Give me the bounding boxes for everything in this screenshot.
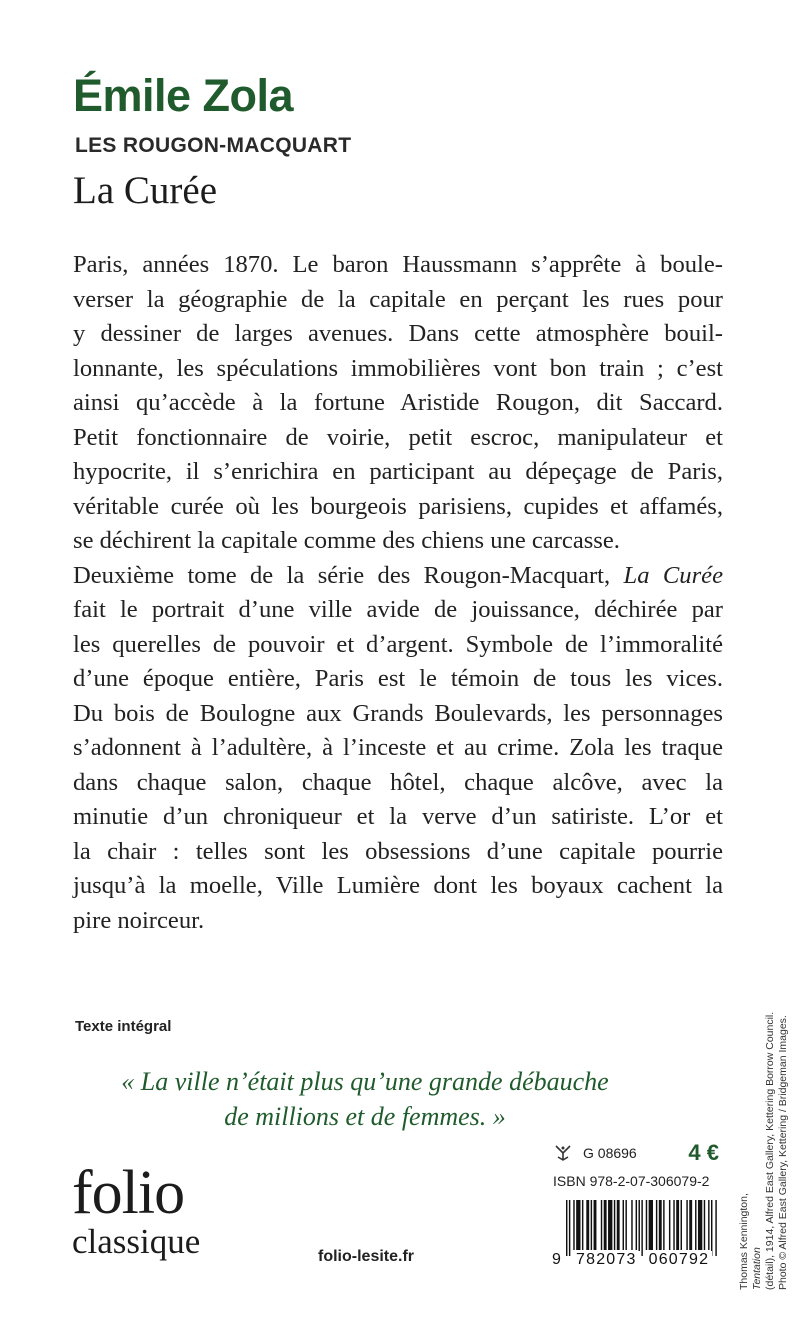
blurb-italic-title: La Curée: [623, 561, 724, 589]
image-credit: [738, 1012, 790, 1290]
blurb-line: véritable curée où les bourgeois parisiens, cupides et affamés,: [73, 492, 723, 520]
barcode-bar: [698, 1200, 702, 1250]
credit-text: Thomas Kennington,: [738, 1193, 750, 1290]
integral-label: Texte intégral: [75, 1018, 172, 1035]
barcode-bar: [711, 1200, 712, 1256]
blurb: [73, 248, 723, 938]
blurb-line: ainsi qu’accède à la fortune Aristide Rougon, dit Saccard.: [73, 389, 723, 416]
barcode-bar: [695, 1200, 696, 1250]
credit-line-2: Photo © Alfred East Gallery, Kettering / Bridgeman Images.: [777, 1015, 789, 1290]
barcode-bar: [614, 1200, 615, 1250]
credit-text: (détail), 1914, Alfred East Gallery, Kettering Borrow Council.: [764, 1011, 776, 1290]
author-name: Émile Zola: [73, 70, 294, 121]
blurb-line: fait le portrait d’une ville avide de jouissance, déchirée par: [73, 596, 723, 623]
blurb-line: les querelles de pouvoir et d’argent. Symbole de l’immoralité: [73, 630, 723, 658]
barcode-bar: [659, 1200, 662, 1250]
barcode-bar: [636, 1200, 637, 1250]
blurb-line: hypocrite, il s’enrichira en participant au dépeçage de Paris,: [73, 458, 723, 485]
barcode-bar: [617, 1200, 620, 1250]
blurb-line: Paris, années 1870. Le baron Haussmann s’apprête à boule-: [73, 251, 723, 278]
barcode-bar: [582, 1200, 583, 1250]
series-name: LES ROUGON-MACQUART: [75, 134, 352, 157]
blurb-line: jusqu’à la moelle, Ville Lumière dont les boyaux cachent la: [73, 872, 723, 899]
book-title: La Curée: [73, 169, 218, 212]
barcode-bar: [604, 1200, 607, 1250]
barcode-bar: [623, 1200, 624, 1250]
quote-line: de millions et de femmes. »: [224, 1102, 506, 1131]
isbn: ISBN 978-2-07-306079-2: [553, 1173, 710, 1189]
barcode-bar: [673, 1200, 674, 1250]
credit-artwork-title: Tentation: [751, 1247, 763, 1290]
barcode-bar: [715, 1200, 716, 1256]
blurb-line: Petit fonctionnaire de voirie, petit escroc, manipulateur et: [73, 423, 723, 451]
barcode-bar: [641, 1200, 642, 1256]
barcode-bar: [656, 1200, 657, 1250]
barcode-bar: [669, 1200, 670, 1250]
barcode-bar: [566, 1200, 567, 1256]
barcode-first-digit: 9: [552, 1251, 561, 1268]
blurb-line: la chair : telles sont les obsessions d’une capitale pourrie: [73, 837, 723, 865]
barcode-bar: [681, 1200, 682, 1250]
catalog-code: G 08696: [583, 1145, 637, 1161]
barcode-bar: [676, 1200, 679, 1250]
blurb-line: Du bois de Boulogne aux Grands Boulevards, les personnages: [73, 699, 723, 727]
barcode-bars: [552, 1200, 722, 1256]
barcode-bar: [625, 1200, 626, 1250]
barcode-bar: [569, 1200, 570, 1256]
blurb-line-text: Deuxième tome de la série des Rougon-Macquart,: [73, 561, 611, 589]
blurb-line: pire noirceur.: [73, 906, 205, 934]
barcode-bar: [689, 1200, 692, 1250]
barcode-group-2: 060792: [646, 1251, 713, 1269]
quote-line: « La ville n’était plus qu’une grande débauche: [121, 1067, 609, 1096]
barcode-bar: [646, 1200, 647, 1250]
barcode-group-1: 782073: [573, 1251, 640, 1269]
blurb-line: verser la géographie de la capitale en perçant les rues pour: [73, 285, 723, 313]
blurb-line: se déchirent la capitale comme des chiens une carcasse.: [73, 527, 620, 554]
price-row: [553, 1140, 719, 1166]
barcode-digits: [552, 1249, 722, 1271]
barcode-bar: [663, 1200, 664, 1250]
blurb-line: lonnante, les spéculations immobilières vont bon train ; c’est: [73, 354, 723, 382]
blurb-line: dans chaque salon, chaque hôtel, chaque alcôve, avec la: [73, 768, 723, 796]
blurb-line: y dessiner de larges avenues. Dans cette atmosphère bouil-: [73, 320, 723, 347]
blurb-line: s’adonnent à l’adultère, à l’inceste et au crime. Zola les traque: [73, 734, 723, 761]
gallimard-mark-icon: [553, 1143, 573, 1163]
barcode-bar: [573, 1200, 574, 1250]
barcode-bar: [708, 1200, 709, 1250]
pull-quote: [100, 1064, 630, 1134]
barcode-bar: [576, 1200, 580, 1250]
publisher-logo: [72, 1159, 201, 1262]
credit-line-1: [738, 1012, 777, 1290]
barcode-bar: [649, 1200, 653, 1250]
barcode-bar: [608, 1200, 612, 1250]
logo-folio: folio: [72, 1159, 185, 1227]
blurb-line: minutie d’un chroniqueur et la verve d’un satiriste. L’or et: [73, 803, 723, 830]
blurb-line: [73, 559, 723, 594]
price: 4 €: [688, 1140, 719, 1165]
publisher-site: folio-lesite.fr: [318, 1248, 415, 1265]
barcode-bar: [631, 1200, 632, 1250]
barcode-bar: [704, 1200, 705, 1250]
barcode-bar: [591, 1200, 592, 1250]
barcode-bar: [594, 1200, 597, 1250]
barcode-bar: [686, 1200, 687, 1250]
barcode-bar: [601, 1200, 602, 1250]
logo-classique: classique: [72, 1222, 201, 1261]
blurb-line: d’une époque entière, Paris est le témoin de tous les vices.: [73, 665, 723, 692]
barcode-bar: [639, 1200, 640, 1256]
barcode-bar: [586, 1200, 589, 1250]
